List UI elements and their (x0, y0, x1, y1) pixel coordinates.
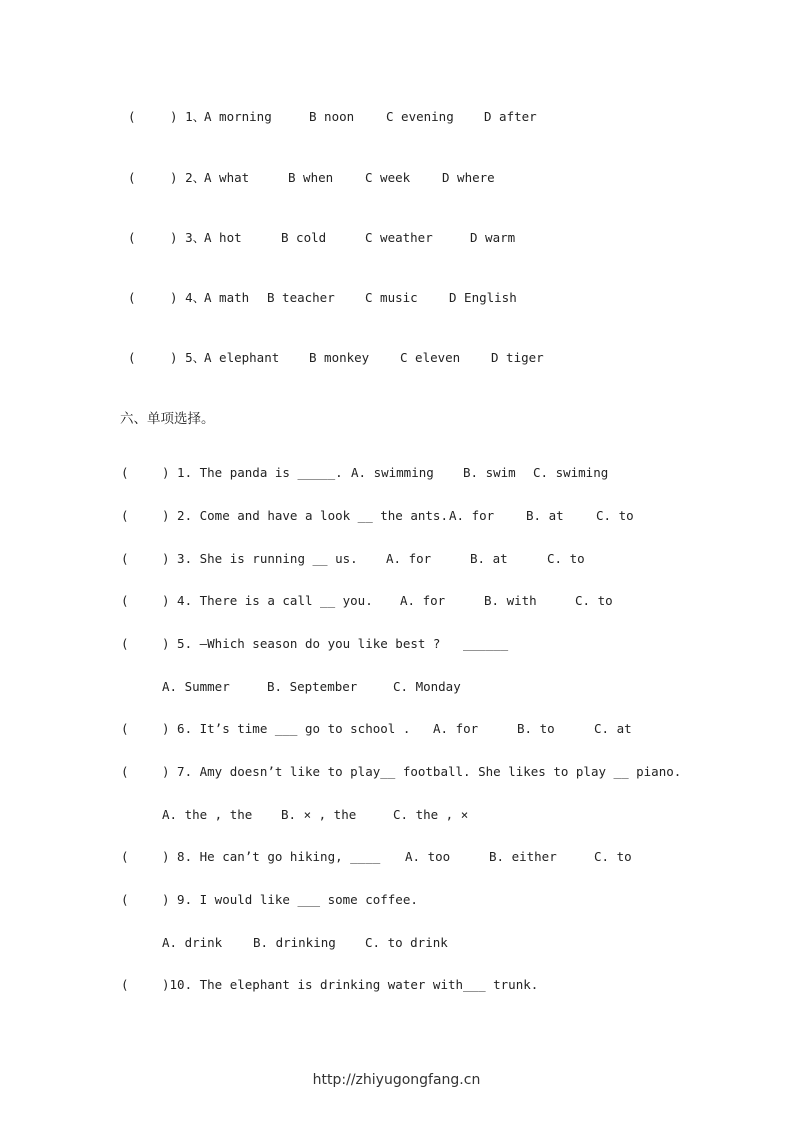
option-c: C music (365, 290, 418, 305)
option-c: C evening (386, 109, 454, 124)
option-b: B. × , the (281, 807, 357, 822)
option-d: D tiger (491, 350, 544, 365)
answer-paren: ( (121, 892, 129, 907)
option-b: B. September (267, 679, 358, 694)
option-d: D where (442, 170, 495, 185)
option-a: A. for (386, 551, 432, 566)
answer-paren: ( (121, 465, 129, 480)
answer-paren: ( (128, 109, 136, 124)
option-c: C week (365, 170, 411, 185)
option-b: B. either (489, 849, 557, 864)
option-a: A. the , the (162, 807, 253, 822)
item-number: ) 2、 (170, 170, 206, 185)
option-c: C. to (596, 508, 634, 523)
option-b: B. at (470, 551, 508, 566)
option-b: B noon (309, 109, 355, 124)
item-number: ) 1、 (170, 109, 206, 124)
answer-paren: ( (121, 849, 129, 864)
question-stem: )10. The elephant is drinking water with___ trunk. (162, 977, 539, 992)
answer-paren: ( (121, 636, 129, 651)
option-a: A elephant (204, 350, 280, 365)
question-stem: ) 7. Amy doesn’t like to play__ football. She likes to play __ piano. (162, 764, 682, 779)
footer-url[interactable]: http://zhiyugongfang.cn (312, 1072, 481, 1088)
answer-blank: ______ (463, 636, 509, 651)
option-a: A morning (204, 109, 272, 124)
option-a: A. drink (162, 935, 223, 950)
item-number: ) 5、 (170, 350, 206, 365)
item-number: ) 4、 (170, 290, 206, 305)
option-a: A. too (405, 849, 451, 864)
option-c: C. swiming (533, 465, 609, 480)
question-stem: ) 2. Come and have a look __ the ants. (162, 508, 448, 523)
option-b: B. drinking (253, 935, 336, 950)
answer-paren: ( (128, 170, 136, 185)
question-stem: ) 4. There is a call __ you. (162, 593, 373, 608)
option-b: B. at (526, 508, 564, 523)
option-c: C. the , × (393, 807, 469, 822)
item-number: ) 3、 (170, 230, 206, 245)
question-stem: ) 9. I would like ___ some coffee. (162, 892, 418, 907)
question-stem: ) 1. The panda is _____. (162, 465, 343, 480)
answer-paren: ( (128, 230, 136, 245)
question-stem: ) 8. He can’t go hiking, ____ (162, 849, 381, 864)
answer-paren: ( (121, 508, 129, 523)
option-d: D after (484, 109, 537, 124)
option-c: C. at (594, 721, 632, 736)
option-c: C eleven (400, 350, 461, 365)
option-d: D warm (470, 230, 516, 245)
question-stem: ) 6. It’s time ___ go to school . (162, 721, 411, 736)
answer-paren: ( (121, 721, 129, 736)
option-b: B. to (517, 721, 555, 736)
section6-heading: 六、单项选择。 (120, 411, 215, 427)
option-a: A math (204, 290, 250, 305)
option-c: C. to (547, 551, 585, 566)
option-a: A. Summer (162, 679, 230, 694)
option-a: A what (204, 170, 250, 185)
option-c: C. to (575, 593, 613, 608)
option-d: D English (449, 290, 517, 305)
option-c: C. Monday (393, 679, 461, 694)
option-a: A. for (400, 593, 446, 608)
option-b: B. swim (463, 465, 516, 480)
option-a: A. swimming (351, 465, 434, 480)
answer-paren: ( (121, 764, 129, 779)
option-b: B when (288, 170, 334, 185)
option-c: C. to (594, 849, 632, 864)
option-b: B teacher (267, 290, 335, 305)
question-stem: ) 3. She is running __ us. (162, 551, 358, 566)
option-c: C weather (365, 230, 433, 245)
answer-paren: ( (128, 290, 136, 305)
answer-paren: ( (121, 977, 129, 992)
answer-paren: ( (121, 551, 129, 566)
option-c: C. to drink (365, 935, 448, 950)
option-b: B cold (281, 230, 327, 245)
option-a: A. for (433, 721, 479, 736)
answer-paren: ( (121, 593, 129, 608)
answer-paren: ( (128, 350, 136, 365)
option-a: A hot (204, 230, 242, 245)
option-b: B monkey (309, 350, 370, 365)
option-a: A. for (449, 508, 495, 523)
question-stem: ) 5. —Which season do you like best ? (162, 636, 441, 651)
option-b: B. with (484, 593, 537, 608)
